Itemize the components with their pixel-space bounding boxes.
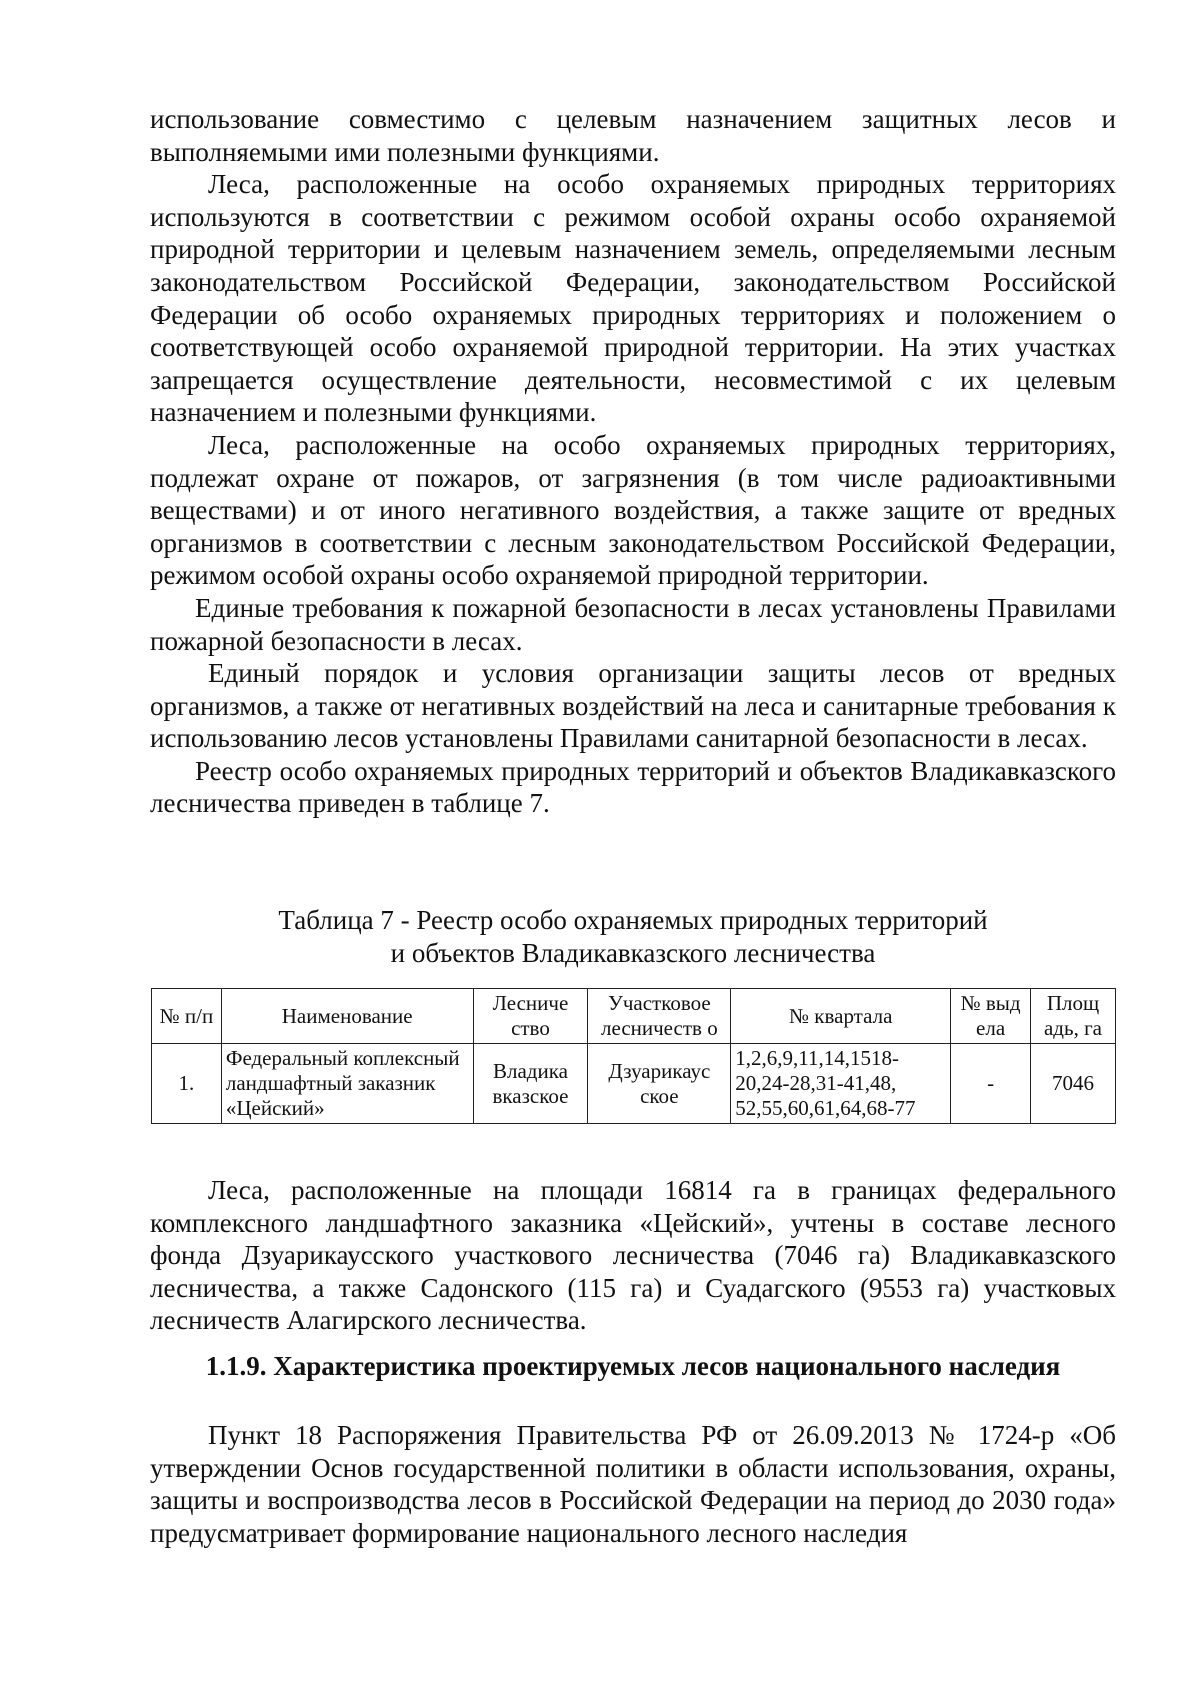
header-plot: № выд ела (951, 989, 1031, 1044)
cell-area: 7046 (1031, 1044, 1116, 1124)
paragraph: Реестр особо охраняемых природных территорий и объектов Владикавказского лесничества приведен в таблице 7. (150, 755, 1116, 819)
body-text-final (150, 1419, 1116, 1549)
header-area: Площ адь, га (1031, 989, 1116, 1044)
paragraph: использование совместимо с целевым назначением защитных лесов и выполняемыми ими полезными функциями. (150, 104, 1116, 167)
body-text-after-table (150, 1174, 1116, 1337)
cell-plot: - (951, 1044, 1031, 1124)
header-quarter: № квартала (731, 989, 951, 1044)
cell-num: 1. (152, 1044, 222, 1124)
paragraph: Леса, расположенные на особо охраняемых природных территориях используются в соответствии с режимом особой охраны особо охраняемой природной территории и целевым назначением земель, определяемыми лесным законодательством Российской Федерации, законодательством Российской Федерации об особо охраняемых природных территориях и положением о соответствующей особо охраняемой природной территории. На этих участках запрещается осуществление деятельности, несовместимой с их целевым назначением и полезными функциями. (150, 169, 1116, 428)
header-district: Участковое лесничеств о (588, 989, 731, 1044)
header-num: № п/п (152, 989, 222, 1044)
cell-quarter: 1,2,6,9,11,14,1518-20,24-28,31-41,48, 52,55,60,61,64,68-77 (731, 1044, 951, 1124)
section-heading: 1.1.9. Характеристика проектируемых лесов национального наследия (205, 1351, 1061, 1381)
cell-name: Федеральный коплексный ландшафтный заказник «Цейский» (221, 1044, 473, 1124)
registry-table (151, 988, 1116, 1124)
paragraph: Единый порядок и условия организации защиты лесов от вредных организмов, а также от негативных воздействий на леса и санитарные требования к использованию лесов установлены Правилами санитарной безопасности в лесах. (150, 658, 1116, 754)
header-name: Наименование (221, 989, 473, 1044)
table-caption-line: Таблица 7 - Реестр особо охраняемых природных территорий (278, 905, 988, 935)
table-caption-line: и объектов Владикавказского лесничества (390, 938, 876, 968)
table-row (152, 1044, 1116, 1124)
header-forestry: Лесниче ство (473, 989, 588, 1044)
cell-district: Дзуарикаус ское (588, 1044, 731, 1124)
cell-forestry: Владика вказское (473, 1044, 588, 1124)
paragraph: Леса, расположенные на особо охраняемых природных территориях, подлежат охране от пожаров, от загрязнения (в том числе радиоактивными веществами) и от иного негативного воздействия, а также защите от вредных организмов в соответствии с лесным законодательством Российской Федерации, режимом особой охраны особо охраняемой природной территории. (150, 429, 1116, 591)
paragraph: Пункт 18 Распоряжения Правительства РФ от 26.09.2013 № 1724-р «Об утверждении Основ государственной политики в области использования, охраны, защиты и воспроизводства лесов в Российской Федерации на период до 2030 года» предусматривает формирование национального лесного наследия (150, 1420, 1116, 1548)
paragraph: Леса, расположенные на площади 16814 га в границах федерального комплексного ландшафтного заказника «Цейский», учтены в составе лесного фонда Дзуарикаусского участкового лесничества (7046 га) Владикавказского лесничества, а также Садонского (115 га) и Суадагского (9553 га) участковых лесничеств Алагирского лесничества. (150, 1175, 1116, 1336)
body-text-top (150, 103, 1116, 820)
table-caption (150, 904, 1116, 970)
table-header-row (152, 989, 1116, 1044)
paragraph: Единые требования к пожарной безопасности в лесах установлены Правилами пожарной безопасности в лесах. (150, 592, 1116, 656)
